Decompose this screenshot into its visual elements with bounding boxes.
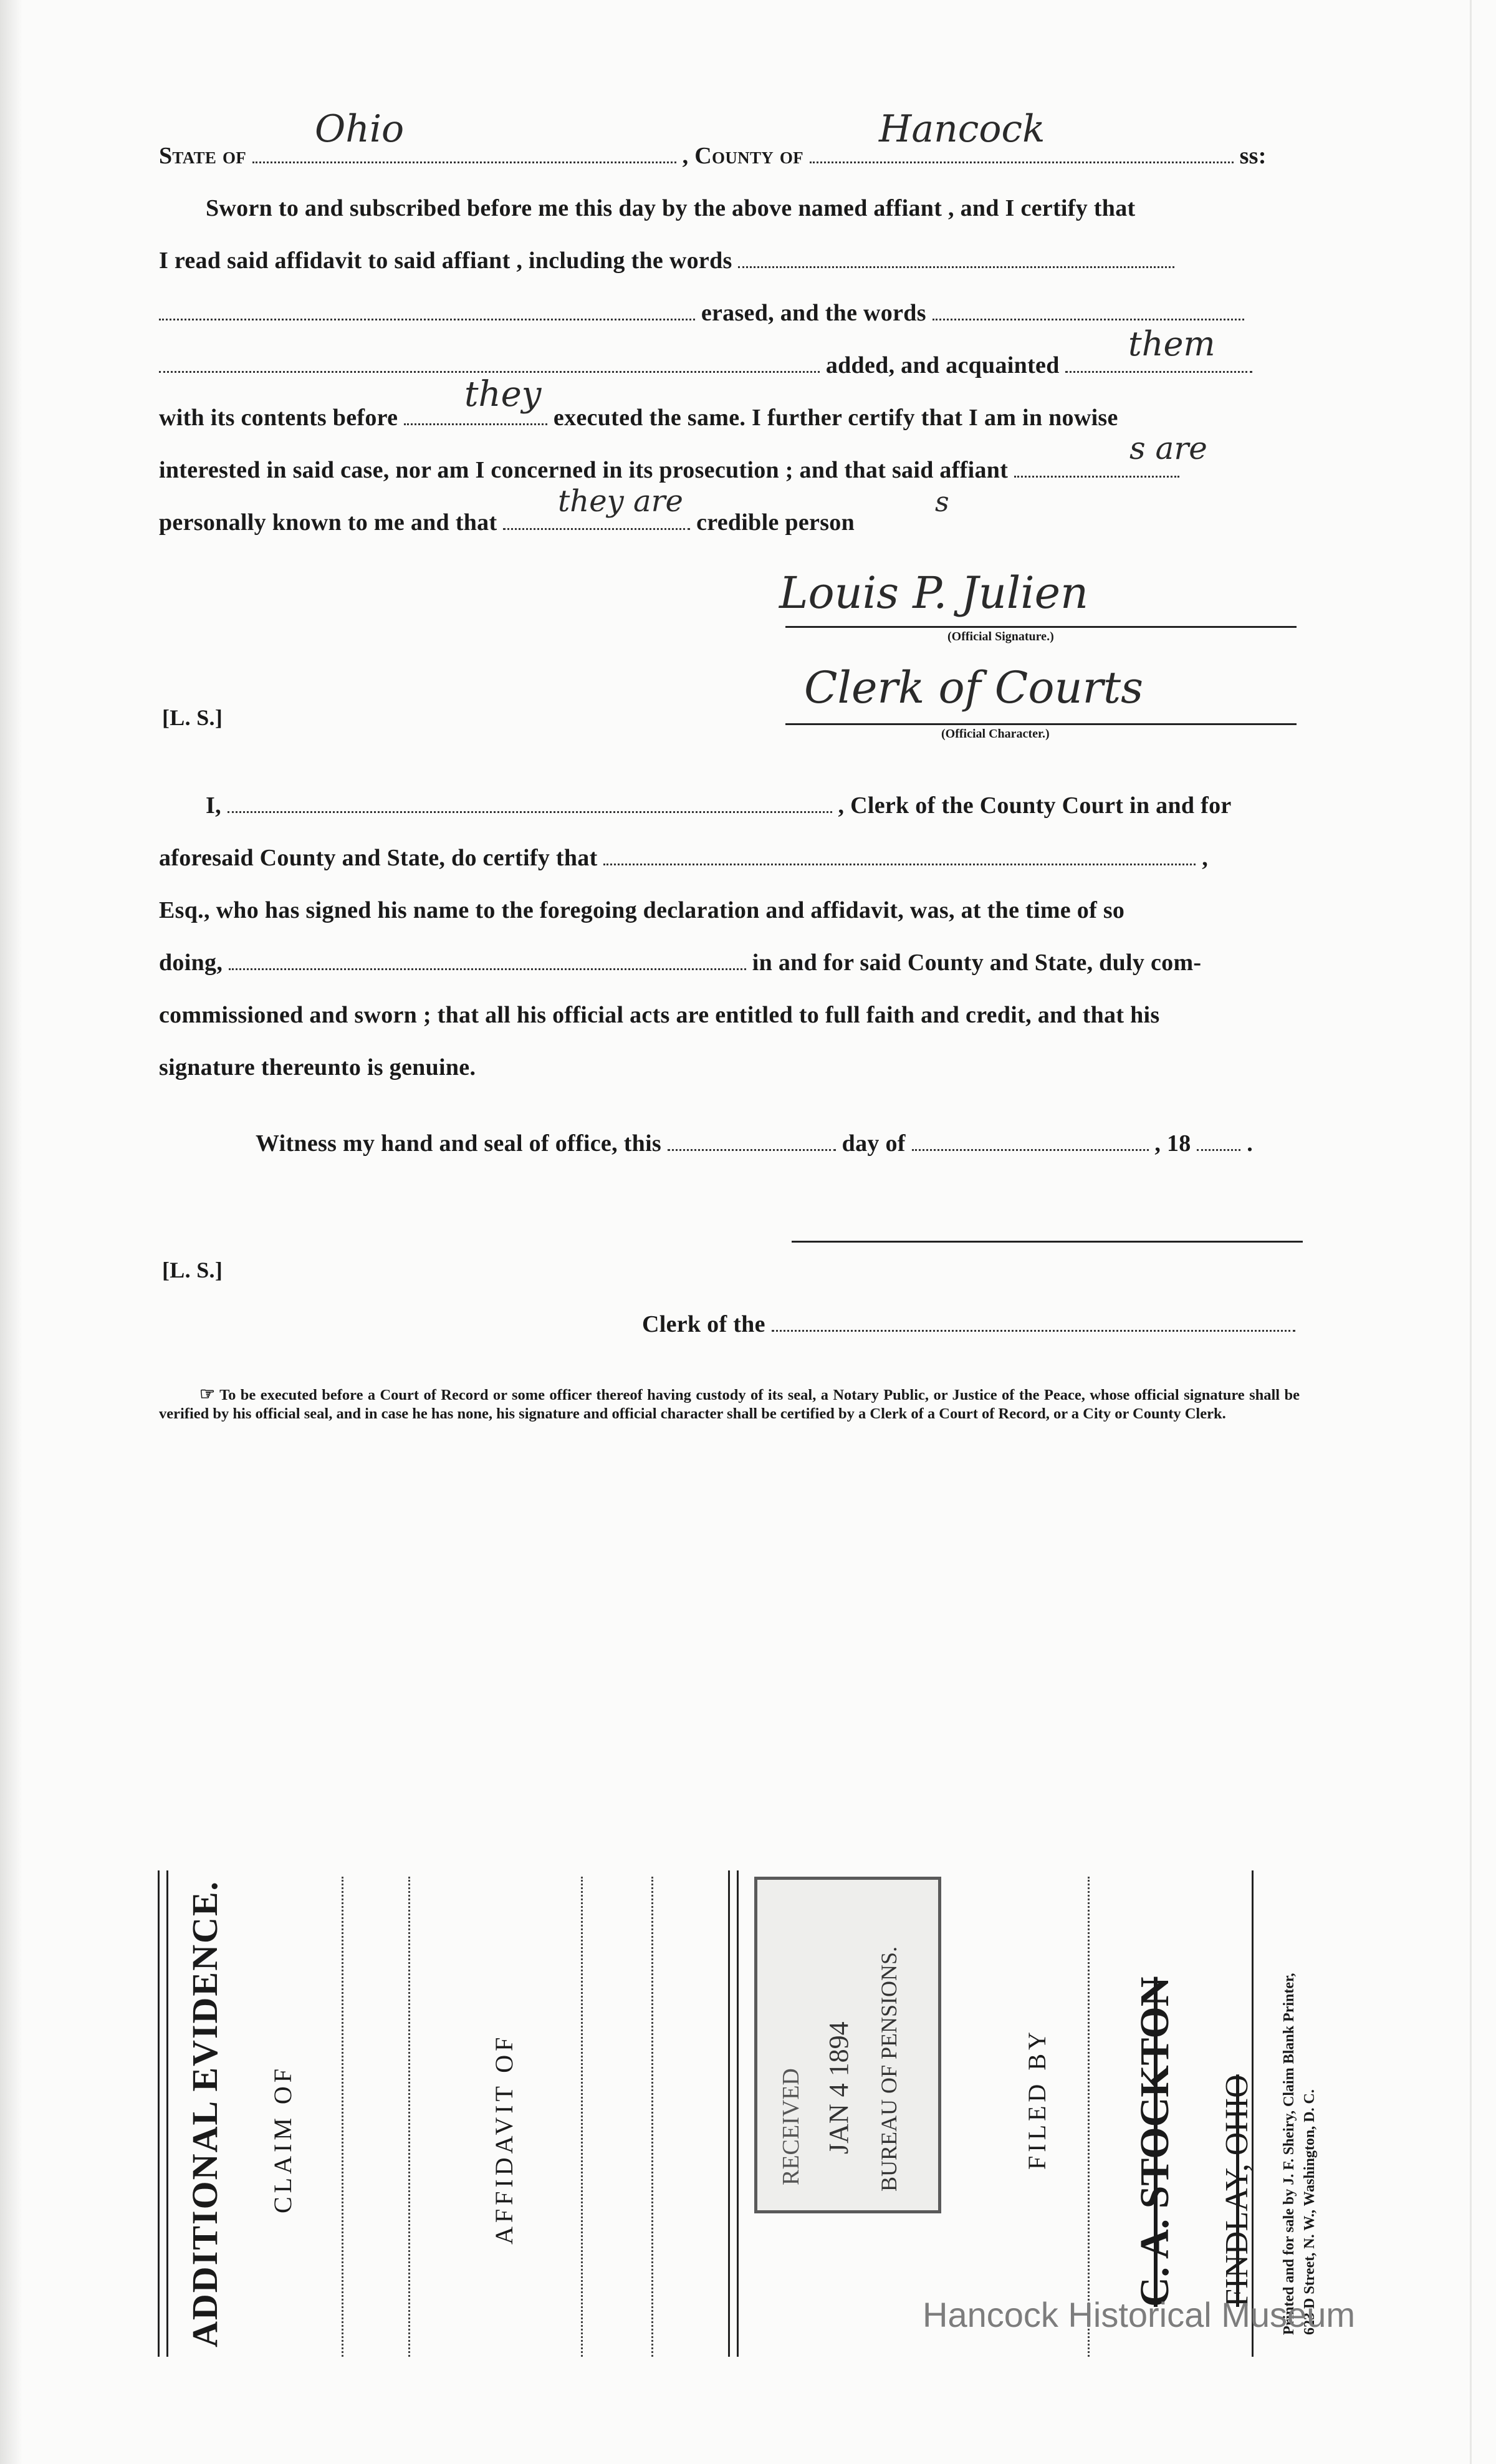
executed-text: executed the same. I further certify that I am in nowise <box>553 405 1118 431</box>
claim-of-label: CLAIM OF <box>269 2064 297 2213</box>
affidavit-blank-1 <box>581 1877 583 2357</box>
clerk-of-the-text: Clerk of the <box>642 1311 765 1337</box>
official-signature-caption: (Official Signature.) <box>947 630 1054 643</box>
personally-text: personally known to me and that <box>159 509 497 536</box>
month-blank <box>912 1143 1149 1151</box>
scan-edge <box>0 0 22 2464</box>
sworn-line: Sworn to and subscribed before me this day by the above named affiant , and I certify that <box>206 195 1136 221</box>
county-blank <box>810 155 1234 163</box>
additional-evidence-title: ADDITIONAL EVIDENCE. <box>185 1880 225 2347</box>
filed-by-label: FILED BY <box>1023 2028 1051 2170</box>
stamp-bureau: BUREAU OF PENSIONS. <box>876 1946 901 2192</box>
official-character: Clerk of Courts <box>804 662 1144 713</box>
clerk-i-line <box>206 792 1232 819</box>
official-character-caption: (Official Character.) <box>941 727 1050 741</box>
genuine-line: signature thereunto is genuine. <box>159 1054 476 1080</box>
day-of-text: day of <box>842 1130 906 1157</box>
museum-watermark: Hancock Historical Museum <box>923 2295 1355 2334</box>
attorney-city: FINDLAY, OHIO <box>1219 2074 1255 2307</box>
clerk-text: , Clerk of the County Court in and for <box>838 792 1232 819</box>
read-affidavit-text: I read said affidavit to said affiant , including the words <box>159 248 732 274</box>
doing-text: doing, <box>159 950 223 976</box>
i-label: I, <box>206 792 221 819</box>
printer-line-2: 623 D Street, N. W., Washington, D. C. <box>1302 2089 1318 2335</box>
county-handwritten: Hancock <box>879 107 1045 151</box>
esq-line: Esq., who has signed his name to the foregoing declaration and affidavit, was, at the time of so <box>159 897 1125 923</box>
they-are-handwritten: they are <box>558 484 683 519</box>
state-blank <box>252 155 676 163</box>
added-line <box>159 352 1252 379</box>
commissioned-line: commissioned and sworn ; that all his official acts are entitled to full faith and credit, and that his <box>159 1002 1160 1028</box>
attorney-name: C. A. STOCKTON <box>1132 1976 1177 2307</box>
witness-line <box>256 1130 1253 1157</box>
clerk-name-blank <box>228 805 832 813</box>
erased-line <box>159 299 1244 327</box>
affiant-blank <box>1014 469 1179 478</box>
acquainted-blank <box>1065 365 1252 373</box>
comma: , <box>1202 845 1208 871</box>
year-blank <box>1197 1143 1240 1151</box>
contents-text: with its contents before <box>159 405 398 431</box>
stamp-received: RECEIVED <box>778 2068 804 2185</box>
doing-blank <box>229 962 746 970</box>
fold-rule-1 <box>158 1870 160 2357</box>
day-blank <box>668 1143 836 1151</box>
signature-rule <box>785 626 1297 628</box>
they-are-blank <box>503 522 690 530</box>
court-blank <box>772 1324 1295 1332</box>
witness-text: Witness my hand and seal of office, this <box>256 1130 662 1157</box>
affidavit-blank-2 <box>651 1877 653 2357</box>
doing-line <box>159 949 1201 976</box>
interested-line <box>159 456 1179 484</box>
erased-blank <box>159 312 695 320</box>
county-label: County of <box>694 143 803 169</box>
aforesaid-line <box>159 844 1208 872</box>
aforesaid-text: aforesaid County and State, do certify that <box>159 845 598 871</box>
printer-line-1: Printed and for sale by J. F. Sheiry, Claim Blank Printer, <box>1281 1973 1297 2335</box>
words2-blank <box>933 312 1244 320</box>
claim-blank-2 <box>408 1877 410 2357</box>
before-blank <box>404 417 547 425</box>
state-handwritten: Ohio <box>315 107 405 151</box>
fold-rule-4 <box>737 1870 739 2357</box>
official-signature: Louis P. Julien <box>779 567 1089 618</box>
fold-rule-2 <box>166 1870 168 2357</box>
credible-text: credible person <box>696 509 855 536</box>
before-handwritten: they <box>464 374 542 415</box>
footnote-text: To be executed before a Court of Record or some officer thereof having custody of its seal, a Notary Public, or Justice of the Peace, whose official signature shall be verified by his official seal, and in case he has none, his signature and official character shall be certified by a Clerk of a Court of Record, or a City or County Clerk. <box>159 1387 1300 1422</box>
words-blank <box>738 260 1174 268</box>
ls-seal-1: [L. S.] <box>162 705 223 730</box>
erased-text: erased, and the words <box>701 300 926 326</box>
added-text: added, and acquainted <box>825 352 1060 378</box>
state-label: State of <box>159 143 247 169</box>
state-county-line: State of , County of ss: <box>159 143 1267 169</box>
fold-rule-3 <box>728 1870 730 2357</box>
acquainted-handwritten: them <box>1128 324 1216 363</box>
ls-seal-2: [L. S.] <box>162 1258 223 1283</box>
affidavit-of-label: AFFIDAVIT OF <box>490 2033 518 2245</box>
affiant-handwritten: s are <box>1129 430 1207 466</box>
pointing-hand-icon: ☞ <box>199 1385 216 1404</box>
in-and-for-text: in and for said County and State, duly com- <box>752 950 1202 976</box>
read-affidavit-line <box>159 247 1174 274</box>
interested-text: interested in said case, nor am I concerned in its prosecution ; and that said affiant <box>159 457 1009 483</box>
claim-blank-1 <box>342 1877 343 2357</box>
certify-blank <box>603 857 1196 865</box>
received-stamp <box>754 1877 941 2213</box>
ss-label: ss: <box>1239 143 1267 169</box>
clerk-of-the-line <box>642 1311 1295 1338</box>
character-rule <box>785 723 1297 725</box>
personally-line <box>159 509 855 536</box>
stamp-date: JAN 4 1894 <box>823 2021 854 2154</box>
added-blank <box>159 365 820 373</box>
fold-crease <box>1470 0 1472 2464</box>
contents-line <box>159 404 1118 431</box>
filed-by-blank <box>1088 1877 1090 2357</box>
clerk-signature-rule <box>792 1241 1303 1243</box>
credible-suffix-handwritten: s <box>935 486 949 518</box>
footnote <box>159 1385 1300 1423</box>
year-prefix: , 18 <box>1154 1130 1191 1157</box>
period: . <box>1247 1130 1254 1157</box>
